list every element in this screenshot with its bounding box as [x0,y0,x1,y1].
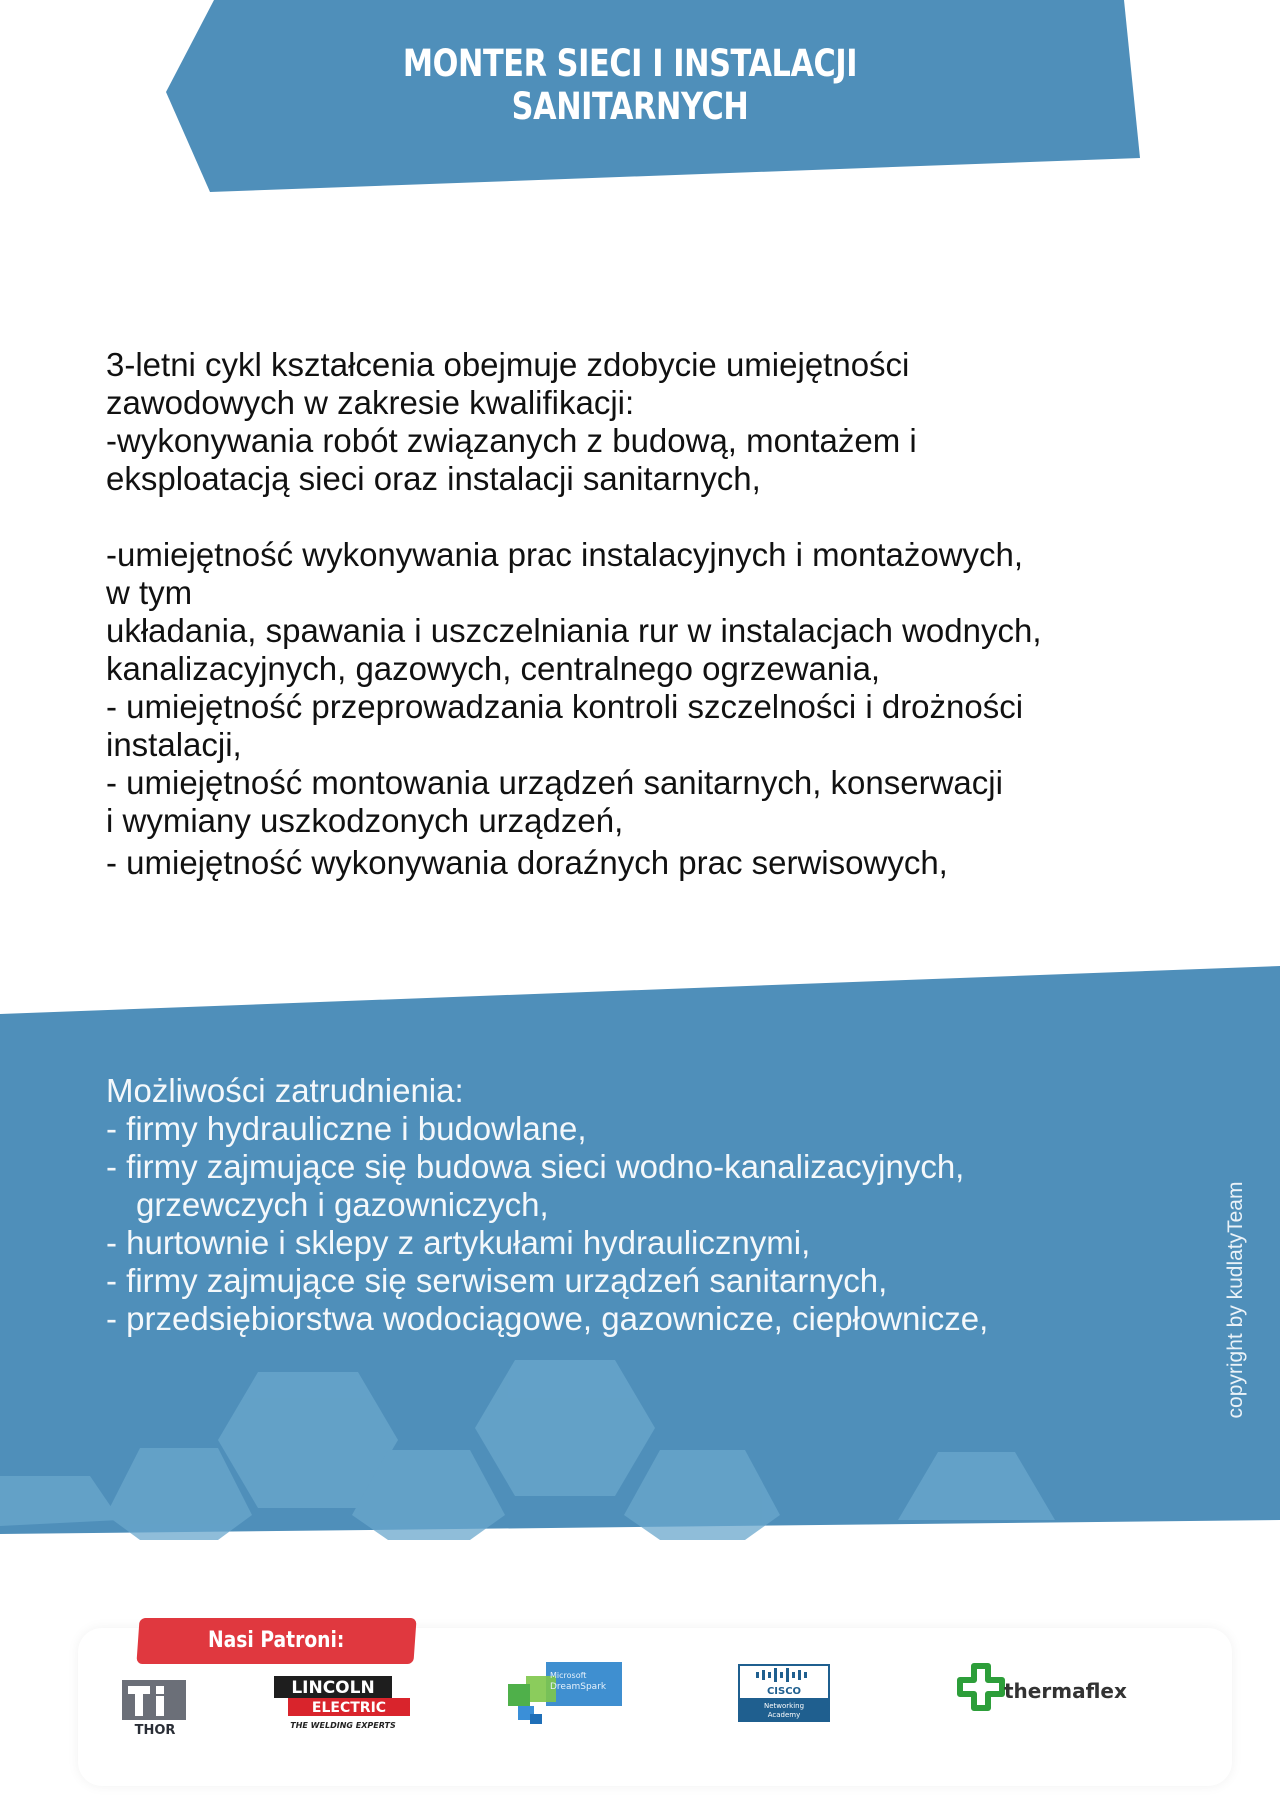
description-line: instalacji, [106,726,242,763]
description-spacer [106,498,1206,536]
employment-item: - firmy hydrauliczne i budowlane, [106,1110,587,1147]
microsoft-logo-line1: Microsoft [550,1671,587,1680]
description-line: -umiejętność wykonywania prac instalacyjnych i montażowych, [106,536,1024,573]
program-description [106,346,1206,882]
thor-logo-text: THOR [134,1723,176,1736]
description-line: i wymiany uszkodzonych urządzeń, [106,802,624,839]
patrons-label-text: Nasi Patroni: [208,1628,345,1653]
page-title-line-1: MONTER SIECI I INSTALACJI [402,42,858,85]
copyright-text: copyright by kudlatyTeam [1224,1181,1247,1419]
lincoln-electric-logo[interactable] [268,1674,418,1736]
employment-heading: Możliwości zatrudnienia: [106,1072,464,1109]
microsoft-dreamspark-logo[interactable] [506,1662,624,1732]
employment-item: - hurtownie i sklepy z artykułami hydraulicznymi, [106,1224,811,1261]
description-line: w tym [106,574,193,611]
employment-section [106,1072,1166,1338]
description-line: eksploatacją sieci oraz instalacji sanitarnych, [106,460,761,497]
page-title [384,42,876,128]
description-line: kanalizacyjnych, gazowych, centralnego ogrzewania, [106,650,881,687]
employment-item: - przedsiębiorstwa wodociągowe, gazownicze, ciepłownicze, [106,1300,989,1337]
employment-item: - firmy zajmujące się budowa sieci wodno-kanalizacyjnych, [106,1148,965,1185]
cisco-logo-name: CISCO [766,1686,802,1697]
cisco-academy-logo[interactable] [736,1662,832,1724]
page-title-line-2: SANITARNYCH [511,85,749,128]
description-line: układania, spawania i uszczelniania rur w instalacjach wodnych, [106,612,1042,649]
description-line: -wykonywania robót związanych z budową, montażem i [106,422,917,459]
thermaflex-logo-text: thermaflex [1004,1679,1127,1703]
lincoln-logo-bottom: ELECTRIC [311,1700,387,1716]
employment-item: grzewczych i gazowniczych, [136,1186,549,1223]
description-line: 3-letni cykl kształcenia obejmuje zdobycie umiejętności [106,346,910,383]
thermaflex-logo[interactable] [956,1662,1142,1722]
description-line: - umiejętność wykonywania doraźnych prac serwisowych, [106,844,948,881]
cisco-logo-line1: Networking [763,1702,805,1710]
description-line: - umiejętność montowania urządzeń sanitarnych, konserwacji [106,764,1003,801]
employment-item: - firmy zajmujące się serwisem urządzeń sanitarnych, [106,1262,888,1299]
lincoln-logo-top: LINCOLN [291,1678,375,1698]
microsoft-logo-line2: DreamSpark [550,1682,607,1692]
cisco-logo-line2: Academy [767,1711,801,1719]
description-line: zawodowych w zakresie kwalifikacji: [106,384,635,421]
lincoln-logo-tagline: THE WELDING EXPERTS [290,1721,396,1730]
patrons-label [136,1618,416,1664]
description-line: - umiejętność przeprowadzania kontroli szczelności i drożności [106,688,1024,725]
thor-logo[interactable] [120,1680,190,1736]
